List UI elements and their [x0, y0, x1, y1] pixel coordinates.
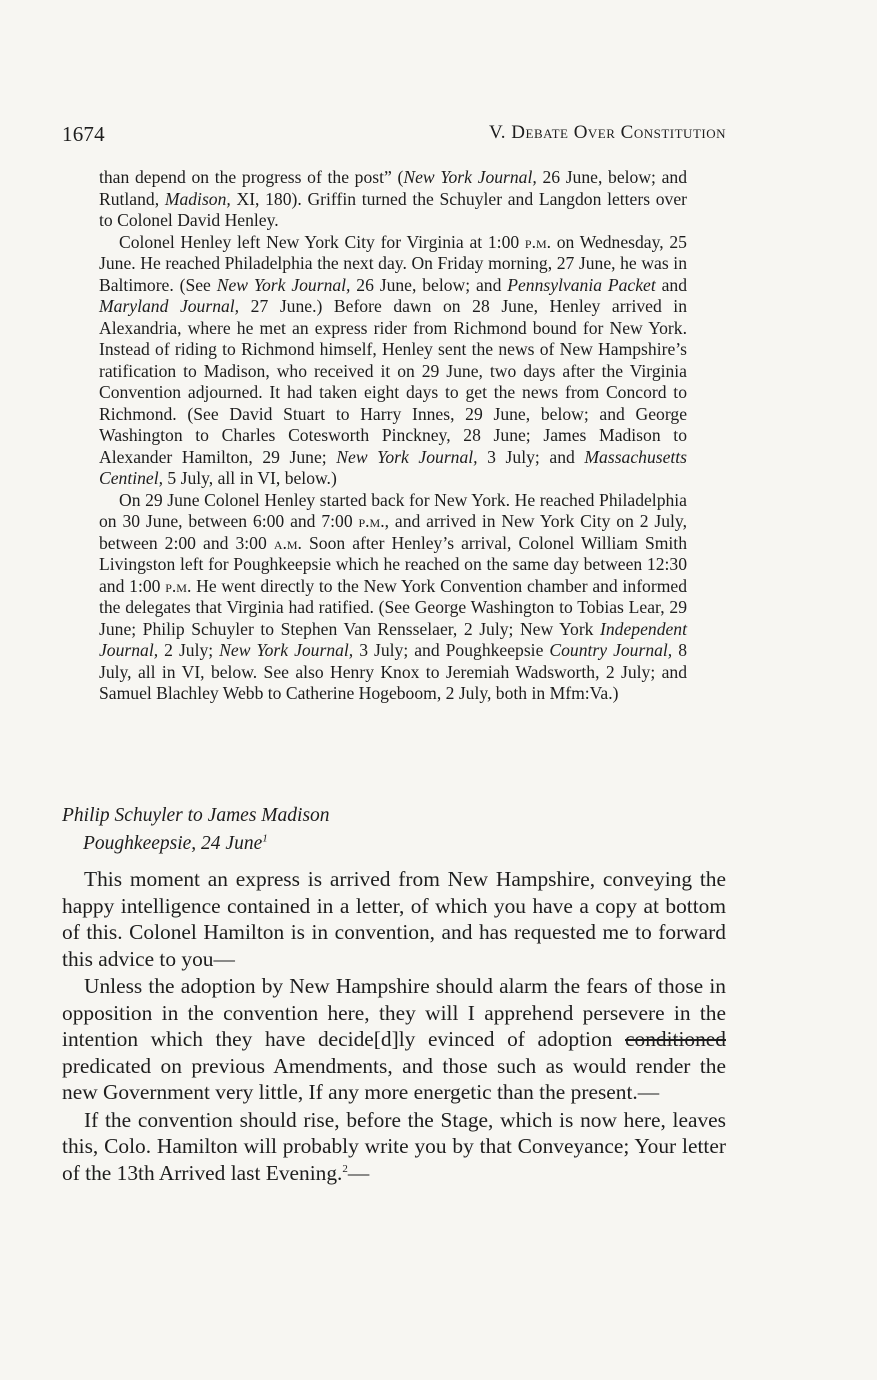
- footnote-marker: 1: [262, 832, 268, 845]
- italic-citation: New York Journal,: [403, 167, 537, 187]
- page-number: 1674: [62, 122, 105, 146]
- text-run: On 29 June Colonel Henley started back for New York. He reached Philadelphia on 30 June, between 6:00 and 7:00: [99, 489, 687, 531]
- text-run: 3 July; and: [477, 446, 585, 467]
- italic-citation: Country Journal,: [549, 640, 673, 660]
- text-run: Soon after Henley’s arrival, Colonel William Smith Livingston left for Poughkeepsie which he reached on the same day between 12:30 and 1:00: [99, 532, 687, 596]
- letter-dateline: [62, 830, 726, 858]
- italic-citation: Pennsylvania Packet: [507, 274, 656, 295]
- footnote-marker: 2: [342, 1162, 348, 1175]
- text-run: on Wednesday, 25 June. He reached Philadelphia the next day. On Friday morning, 27 June, he was in Baltimore. (See: [99, 231, 687, 295]
- letter-paragraph: [62, 1107, 726, 1187]
- italic-citation: Maryland Journal,: [99, 296, 240, 316]
- text-run: 2 July;: [158, 640, 220, 660]
- letter-paragraph: This moment an express is arrived from New Hampshire, conveying the happy intelligence contained in a letter, of which you have a copy at bottom of this. Colonel Hamilton is in convention, and has requested me to forward this advice to you—: [62, 867, 726, 971]
- text-run: predicated on previous Amendments, and those such as would render the new Government very little, If any more energetic than the present.—: [62, 1053, 726, 1104]
- letter-title: Philip Schuyler to James Madison: [62, 805, 330, 826]
- italic-citation: New York Journal,: [336, 446, 478, 467]
- time-abbrev: a.m.: [273, 532, 302, 553]
- running-head: [62, 118, 726, 148]
- headnote-paragraph: [99, 167, 687, 232]
- text-run: —: [347, 1160, 370, 1185]
- italic-citation: Madison,: [164, 188, 231, 209]
- italic-citation: New York Journal,: [216, 274, 351, 295]
- text-run: Colonel Henley left New York City for Virginia at 1:00: [119, 231, 525, 252]
- headnote-paragraph: [99, 232, 687, 490]
- section-title: V. Debate Over Constitution: [489, 122, 726, 143]
- text-run: Unless the adoption by New Hampshire should alarm the fears of those in opposition in the convention here, they will I apprehend persevere in the intention which they have decide[d]ly evinced of adoption: [62, 974, 726, 1051]
- text-run: He went directly to the New York Convention chamber and informed the delegates that Virginia had ratified. (See George Washington to Tobias Lear, 29 June; Philip Schuyler to Stephen Van Rensselaer, 2 July; New York: [99, 575, 687, 639]
- italic-citation: Massachusetts Centinel,: [99, 446, 688, 488]
- dateline-text: Poughkeepsie, 24 June: [83, 833, 263, 854]
- headnote-paragraph: [99, 490, 687, 705]
- headnote: [99, 167, 687, 705]
- text-run: 27 June.) Before dawn on 28 June, Henley arrived in Alexandria, where he met an express rider from Richmond bound for New York. Instead of riding to Richmond himself, Henley sent the news of New Hampshire’s ratification to Madison, who received it on 29 June, two days after the Virginia Convention adjourned. It had taken eight days to get the news from Concord to Richmond. (See David Stuart to Harry Innes, 29 June, below; and George Washington to Charles Cotesworth Pinckney, 28 June; James Madison to Alexander Hamilton, 29 June;: [99, 296, 687, 467]
- text-run: XI, 180). Griffin turned the Schuyler and Langdon letters over to Colonel David Henley.: [99, 188, 688, 230]
- text-run: 8 July, all in VI, below. See also Henry Knox to Jeremiah Wadsworth, 2 July; and Samuel Blachley Webb to Catherine Hogeboom, 2 July, both in Mfm:Va.): [99, 640, 688, 703]
- text-run: and: [655, 274, 687, 295]
- text-run: 26 June, below; and: [350, 274, 508, 295]
- letter-body: [62, 866, 726, 1187]
- letter-paragraph: [62, 973, 726, 1106]
- text-run: than depend on the progress of the post” (: [99, 167, 404, 187]
- text-run: If the convention should rise, before the Stage, which is now here, leaves this, Colo. Hamilton will probably write you by that Conveyance; Your letter of the 13th Arrived last Evening.: [62, 1107, 726, 1185]
- time-abbrev: p.m.,: [358, 511, 390, 531]
- text-run: 5 July, all in VI, below.): [163, 468, 337, 488]
- italic-citation: Independent Journal,: [99, 618, 687, 660]
- document-heading: [62, 802, 726, 858]
- text-run: 26 June, below; and Rutland,: [99, 167, 688, 209]
- time-abbrev: p.m.: [524, 231, 552, 252]
- struck-word: conditioned: [625, 1027, 726, 1051]
- time-abbrev: p.m.: [165, 575, 192, 596]
- text-run: and arrived in New York City on 2 July, between 2:00 and 3:00: [99, 511, 687, 553]
- text-run: 3 July; and Poughkeepsie: [353, 640, 550, 660]
- italic-citation: New York Journal,: [219, 640, 354, 660]
